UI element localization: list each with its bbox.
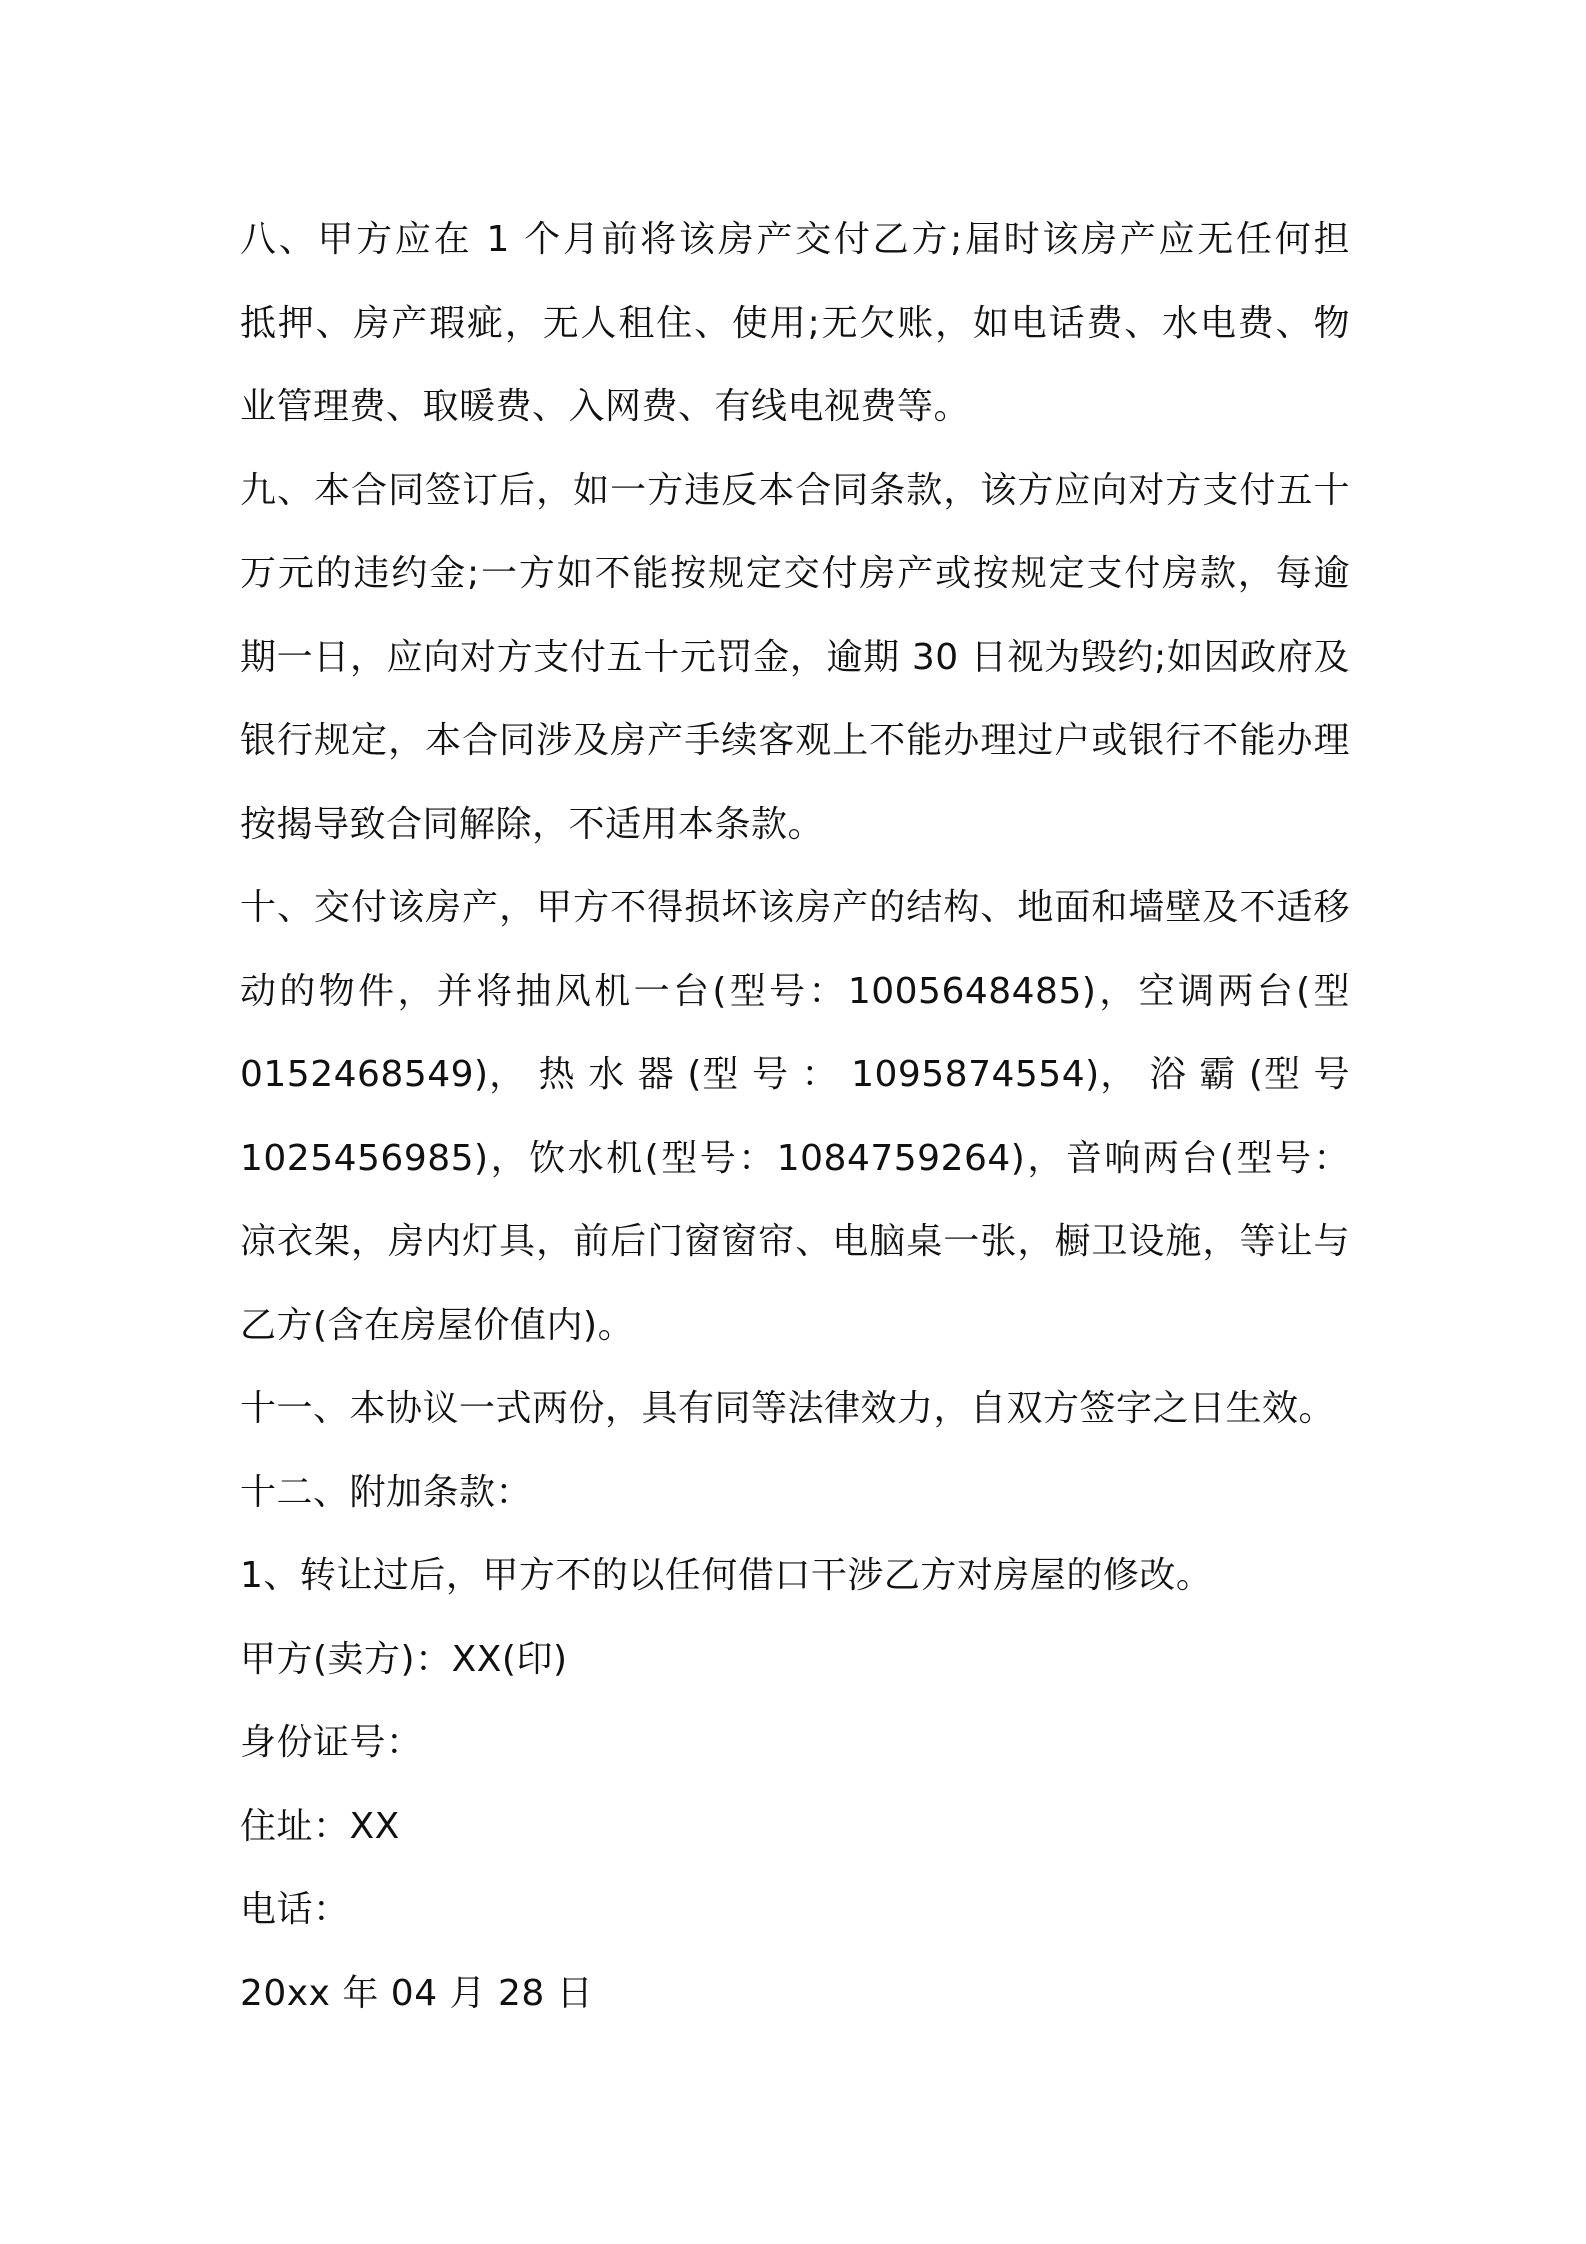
additional-term-1-line: 1、转让过后，甲方不的以任何借口干涉乙方对房屋的修改。 [240,1555,1213,1596]
clause-9-line-3: 期一日，应向对方支付五十元罚金，逾期 30 日视为毁约;如因政府及 [240,636,1350,678]
clause-9-line-4: 银行规定，本合同涉及房产手续客观上不能办理过户或银行不能办理 [240,720,1350,761]
clause-8-line-2: 抵押、房产瑕疵，无人租住、使用;无欠账，如电话费、水电费、物 [240,302,1350,344]
clause-12-heading-line: 十二、附加条款： [240,1471,533,1513]
clause-9-line-5: 按揭导致合同解除，不适用本条款。 [240,803,825,845]
clause-11-line-1: 十一、本协议一式两份，具有同等法律效力，自双方签字之日生效。 [240,1388,1336,1429]
clause-9-line-2: 万元的违约金;一方如不能按规定交付房产或按规定支付房款，每逾 [240,553,1350,594]
clause-10-line-6: 乙方(含在房屋价值内)。 [240,1304,635,1346]
clause-9 [240,449,1350,867]
clause-10 [240,866,1350,1367]
additional-term-1 [240,1534,1350,1618]
clause-11 [240,1367,1350,1451]
phone-line: 电话： [240,1889,350,1930]
clause-12-heading [240,1451,1350,1535]
party-a-seller-line: 甲方(卖方)：XX(印) [240,1638,568,1680]
signing-date-line: 20xx 年 04 月 28 日 [240,1972,594,2014]
clause-10-line-5: 凉衣架，房内灯具，前后门窗窗帘、电脑桌一张，橱卫设施，等让与 [240,1221,1350,1262]
clause-10-line-2: 动的物件，并将抽风机一台(型号：1005648485)，空调两台(型 [240,970,1350,1012]
clause-10-line-4: 1025456985)，饮水机(型号：1084759264)，音响两台(型号： [240,1137,1350,1179]
party-a-seller [240,1618,1350,1702]
document-body [240,198,1350,2035]
id-number [240,1701,1350,1785]
address [240,1785,1350,1869]
clause-8-line-1: 八、甲方应在 1 个月前将该房产交付乙方;届时该房产应无任何担 [240,219,1350,260]
clause-9-line-1: 九、本合同签订后，如一方违反本合同条款，该方应向对方支付五十 [240,469,1350,511]
clause-10-line-3: 0152468549)， 热 水 器 (型 号 ： 1095874554)， 浴 霸 (型 号 [240,1054,1350,1095]
clause-8 [240,198,1350,449]
address-line: 住址：XX [240,1805,400,1847]
id-number-line: 身份证号： [240,1722,423,1763]
clause-10-line-1: 十、交付该房产，甲方不得损坏该房产的结构、地面和墙壁及不适移 [240,887,1350,928]
signing-date [240,1952,1350,2036]
clause-8-line-3: 业管理费、取暖费、入网费、有线电视费等。 [240,386,971,427]
phone [240,1868,1350,1952]
